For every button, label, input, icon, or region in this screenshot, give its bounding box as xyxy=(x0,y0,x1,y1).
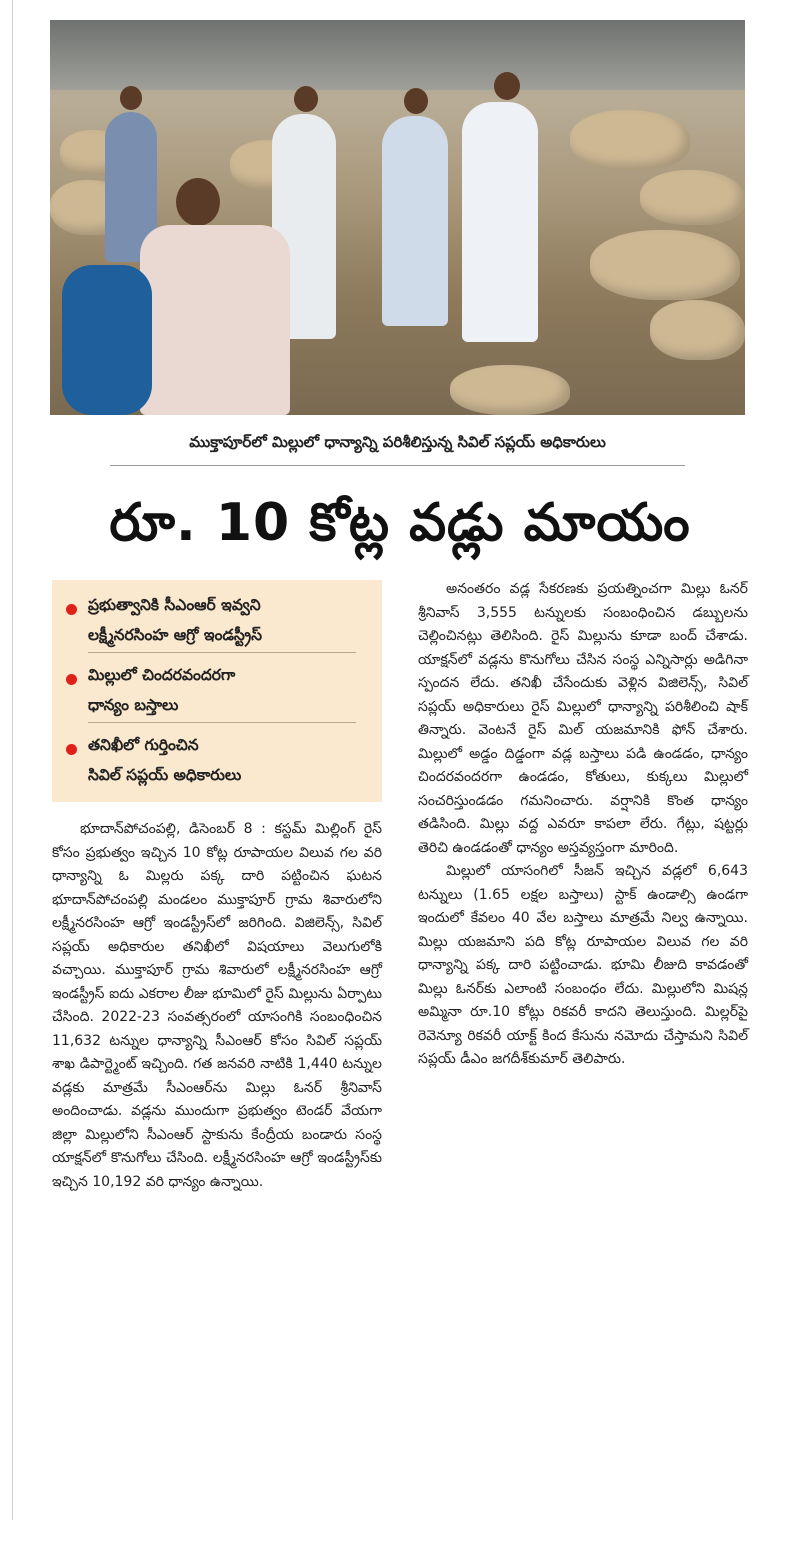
highlights-box xyxy=(52,580,382,802)
highlight-divider xyxy=(88,722,356,723)
grain-sack xyxy=(570,110,690,170)
highlight-line: సివిల్ సప్లయ్ అధికారులు xyxy=(88,766,242,784)
highlight-line: మిల్లులో చిందరవందరగా xyxy=(88,666,236,684)
grain-sack xyxy=(640,170,745,225)
person-head xyxy=(176,178,220,226)
news-photo xyxy=(50,20,745,415)
bullet-icon xyxy=(66,604,77,615)
article-paragraph: అనంతరం వడ్ల సేకరణకు ప్రయత్నించగా మిల్లు ఓనర్ శ్రీనివాస్ 3,555 టన్నులకు సంబంధించిన డబ్బులను చెల్లించినట్లు తెలిసింది. రైస్ మిల్లును కూడా బంద్ చేశాడు. యాక్షన్‌లో వడ్లను కొనుగోలు చేసిన సంస్థ ఎన్నిసార్లు అడిగినా స్పందన లేదు. తనిఖీ చేసేందుకు వెళ్లిన విజిలెన్స్, సివిల్ సప్లయ్ అధికారులు రైస్ మిల్లులో ధాన్యాన్ని పరిశీలించి షాక్ తిన్నారు. వెంటనే రైస్ మిల్ యజమానికి ఫోన్ చేశారు. మిల్లులో అడ్డం దిడ్డంగా వడ్ల బస్తాలు పడి ఉండడం, ధాన్యం చిందరవందరగా ఉండడం, కోతులు, కుక్కలు మిల్లులో సంచరిస్తుండడం గమనించారు. వర్షానికి కొంత ధాన్యం తడిసింది. మిల్లు వద్ద ఎవరూ కాపలా లేరు. గేట్లు, షట్టర్లు తెరిచి ఉండడంతో ధాన్యం అస్తవ్యస్తంగా మారింది. xyxy=(418,581,748,856)
highlight-line: తనిఖీలో గుర్తించిన xyxy=(88,736,199,754)
caption-divider xyxy=(110,465,685,466)
backpack xyxy=(62,265,152,415)
photo-caption: ముక్తాపూర్‌లో మిల్లులో ధాన్యాన్ని పరిశీలిస్తున్న సివిల్ సప్లయ్ అధికారులు xyxy=(189,433,606,451)
person-head xyxy=(294,86,318,112)
headline: రూ. 10 కోట్ల వడ్లు మాయం xyxy=(109,493,691,553)
article-paragraph: భూదాన్‌పోచంపల్లి, డిసెంబర్ 8 : కస్టమ్ మిల్లింగ్ రైస్ కోసం ప్రభుత్వం ఇచ్చిన 10 కోట్ల రూపాయల విలువ గల వరి ధాన్యాన్ని ఓ మిల్లరు పక్క దారి పట్టించిన ఘటన భూదాన్‌పోచంపల్లి మండలం ముక్తాపూర్ గ్రామ శివారులోని లక్ష్మీనరసింహ ఆగ్రో ఇండస్ట్రీస్‌లో జరిగింది. విజిలెన్స్, సివిల్ సప్లయ్ అధికారుల తనిఖీలో విషయాలు వెలుగులోకి వచ్చాయి. ముక్తాపూర్ గ్రామ శివారులో లక్ష్మీనరసింహ ఆగ్రో ఇండస్ట్రీస్ ఐదు ఎకరాల లీజు భూమిలో రైస్ మిల్లును ఏర్పాటు చేసింది. 2022-23 సంవత్సరంలో యాసంగికి సంబంధించిన 11,632 టన్నుల ధాన్యాన్ని సీఎంఆర్ కోసం సివిల్ సప్లయ్ శాఖ డిపార్ట్మెంట్ ఇచ్చింది. గత జనవరి నాటికి 1,440 టన్నుల వడ్లకు మాత్రమే సీఎంఆర్‌ను మిల్లు ఓనర్ శ్రీనివాస్ అందించాడు. వడ్లను ముందుగా ప్రభుత్వం టెండర్ వేయగా జిల్లా మిల్లులోని సీఎంఆర్ స్టాకును కేంద్రీయ బండారు సంస్థ యాక్షన్‌లో కొనుగోలు చేసింది. లక్ష్మీనరసింహ ఆగ్రో ఇండస్ట్రీస్‌కు ఇచ్చిన 10,192 వరి ధాన్యం ఉన్నాయి. xyxy=(52,821,382,1190)
highlight-line: ప్రభుత్వానికి సీఎంఆర్ ఇవ్వని xyxy=(88,596,261,614)
person xyxy=(140,225,290,415)
warehouse-roof xyxy=(50,20,745,90)
highlight-divider xyxy=(88,652,356,653)
article-column-left xyxy=(52,818,382,1194)
person-head xyxy=(404,88,428,114)
highlight-line: లక్ష్మీనరసింహ ఆగ్రో ఇండస్ట్రీస్ xyxy=(88,626,262,644)
left-column-rule xyxy=(12,0,13,1520)
bullet-icon xyxy=(66,744,77,755)
person xyxy=(382,116,448,326)
article-paragraph: మిల్లులో యాసంగిలో సీజన్ ఇచ్చిన వడ్లలో 6,643 టన్నులు (1.65 లక్షల బస్తాలు) స్టాక్ ఉండాల్సి ఉండగా ఇందులో కేవలం 40 వేల బస్తాలు మాత్రమే నిల్వ ఉన్నాయి. మిల్లు యజమాని పది కోట్ల రూపాయల విలువ గల వరి ధాన్యాన్ని పక్క దారి పట్టించాడు. భూమి లీజుది కావడంతో మిల్లు ఓనర్‌కు ఎలాంటి సంబంధం లేదు. మిల్లులోని మిషన్ల అమ్మినా రూ.10 కోట్లు రికవరీ కాదని తెలుస్తుంది. మిల్లర్‌పై రెవెన్యూ రికవరీ యాక్ట్ కింద కేసును నమోదు చేస్తామని సివిల్ సప్లయ్ డీఎం జగదీశ్‌కుమార్ తెలిపారు. xyxy=(418,863,748,1067)
person xyxy=(462,102,538,342)
person-head xyxy=(120,86,142,110)
highlight-line: ధాన్యం బస్తాలు xyxy=(88,696,179,714)
article-column-right xyxy=(418,578,748,1072)
bullet-icon xyxy=(66,674,77,685)
grain-sack xyxy=(590,230,740,300)
grain-sack xyxy=(450,365,570,415)
grain-sack xyxy=(650,300,745,360)
person-head xyxy=(494,72,520,100)
